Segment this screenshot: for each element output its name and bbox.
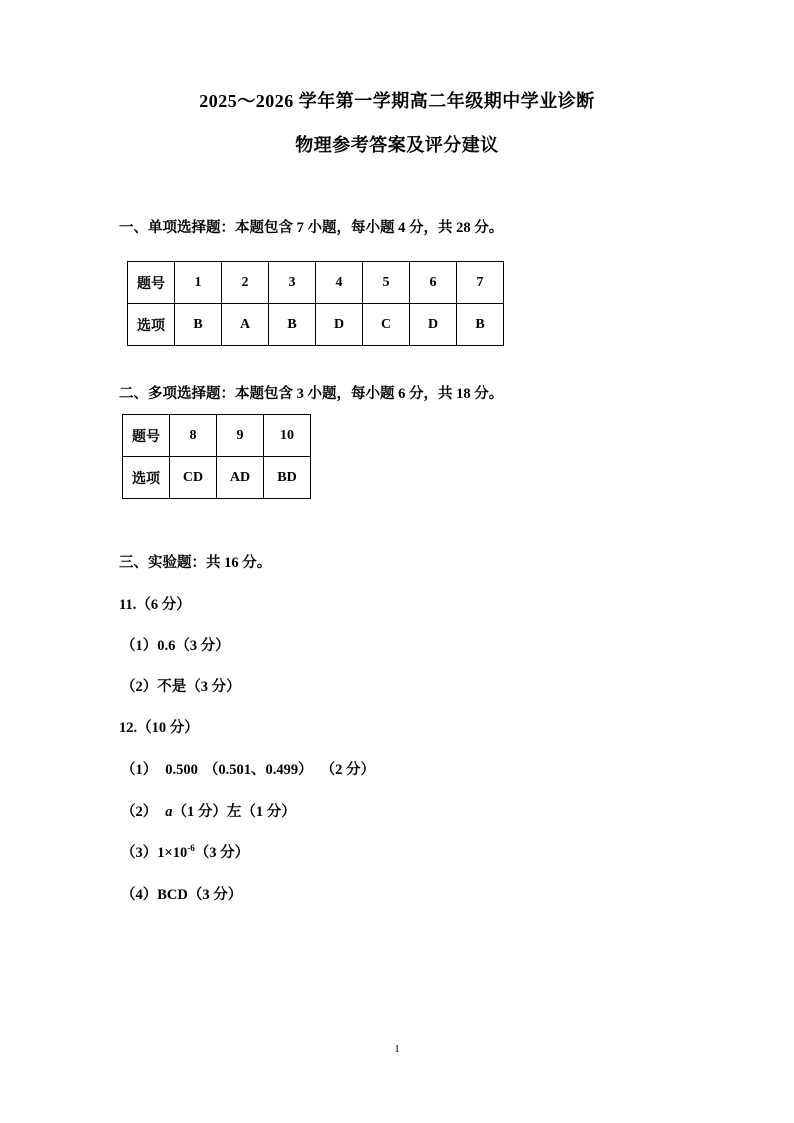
question-number-cell: 1	[175, 262, 222, 304]
question-number-cell: 6	[410, 262, 457, 304]
document-subtitle: 物理参考答案及评分建议	[295, 135, 499, 155]
answer-cell: D	[410, 304, 457, 346]
section2-heading: 二、多项选择题：本题包含 3 小题，每小题 6 分，共 18 分。	[119, 386, 504, 402]
table-row	[128, 304, 504, 346]
document-title: 2025～2026 学年第一学期高二年级期中学业诊断	[199, 91, 595, 111]
question-11-part1: （1）0.6（3 分）	[121, 638, 230, 654]
answer-cell: AD	[217, 457, 264, 499]
table-row	[123, 415, 311, 457]
answer-cell: D	[316, 304, 363, 346]
answer-value: 0.500	[165, 762, 198, 778]
question-number-cell: 3	[269, 262, 316, 304]
section1-heading: 一、单项选择题：本题包含 7 小题，每小题 4 分，共 28 分。	[119, 220, 504, 236]
question-number-cell: 7	[457, 262, 504, 304]
question-11-title: 11.（6 分）	[119, 597, 191, 613]
question-number-cell: 2	[222, 262, 269, 304]
multiple-choice-answer-table	[122, 414, 311, 499]
question-11-part2: （2）不是（3 分）	[121, 679, 241, 695]
question-12-part2	[121, 802, 296, 822]
variable-a: a	[165, 804, 173, 820]
single-choice-answer-table	[127, 261, 504, 346]
page-number: 1	[394, 1043, 400, 1055]
part-number: （1）	[121, 762, 158, 778]
question-number-cell: 8	[170, 415, 217, 457]
answer-cell: B	[457, 304, 504, 346]
section3-heading: 三、实验题：共 16 分。	[119, 555, 272, 571]
row-label-question-number: 题号	[123, 415, 170, 457]
answer-cell: BD	[264, 457, 311, 499]
answer-prefix: （3）1×10	[121, 845, 188, 861]
row-label-answer: 选项	[123, 457, 170, 499]
question-number-cell: 9	[217, 415, 264, 457]
table-row	[128, 262, 504, 304]
question-12-part4: （4）BCD（3 分）	[121, 887, 243, 903]
score: （3 分）	[194, 845, 250, 861]
score: （2 分）	[320, 762, 375, 778]
row-label-answer: 选项	[128, 304, 175, 346]
answer-cell: CD	[170, 457, 217, 499]
answer-cell: B	[269, 304, 316, 346]
accepted-alternatives: （0.501、0.499）	[203, 762, 313, 778]
exponent: -6	[187, 843, 195, 853]
part-number: （2）	[121, 804, 158, 820]
answer-cell: A	[222, 304, 269, 346]
answer-rest: （1 分）左（1 分）	[172, 804, 296, 820]
question-12-part3	[121, 843, 249, 863]
answer-cell: B	[175, 304, 222, 346]
question-number-cell: 5	[363, 262, 410, 304]
question-12-title: 12.（10 分）	[119, 720, 199, 736]
question-number-cell: 4	[316, 262, 363, 304]
answer-cell: C	[363, 304, 410, 346]
question-12-part1	[121, 760, 375, 780]
question-number-cell: 10	[264, 415, 311, 457]
row-label-question-number: 题号	[128, 262, 175, 304]
table-row	[123, 457, 311, 499]
